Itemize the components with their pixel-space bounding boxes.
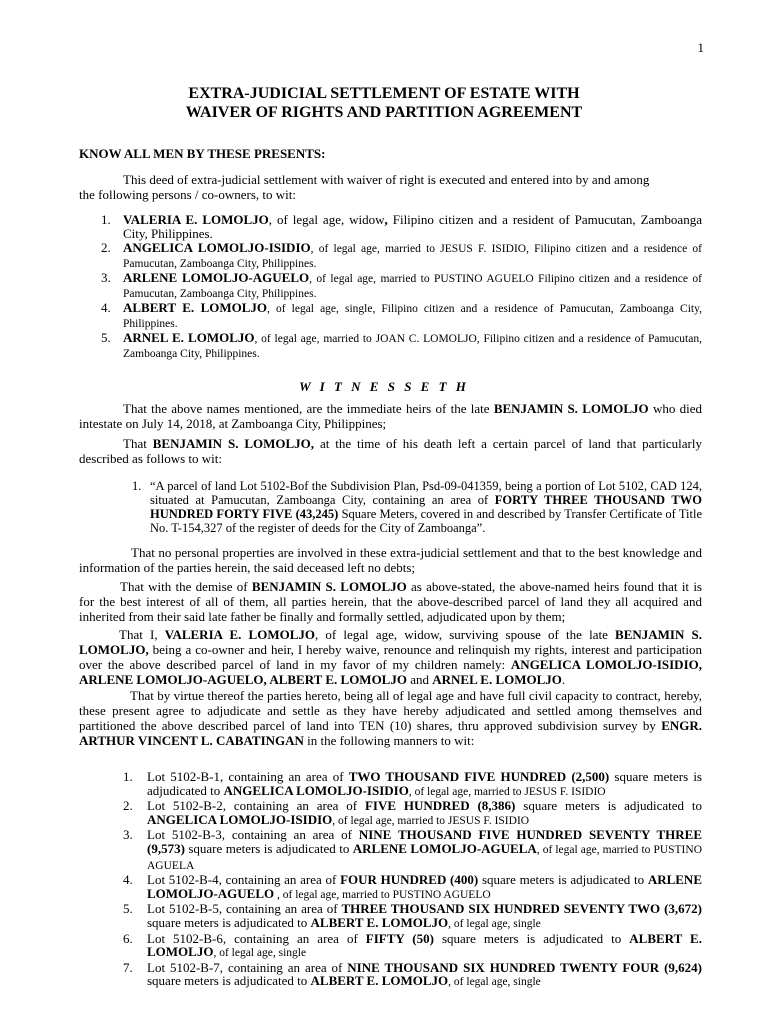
person-name: ANGELICA LOMOLJO-ISIDIO (123, 240, 311, 255)
list-item: 5. ARNEL E. LOMOLJO, of legal age, married to JOAN C. LOMOLJO, Filipino citizen and a residence of Pamucutan, Zamboanga City, Philippines. (101, 330, 702, 360)
paragraph-partition: That by virtue thereof the parties hereto, being all of legal age and have full civil capacity to contract, hereby, these present agree to adjudicate and settle as they have hereby adjudicated and settled among themselves and partitioned the above described parcel of land into TEN (10) shares, thru approved subdivision survey by ENGR. ARTHUR VINCENT L. CABATINGAN in the following manners to wit: (79, 688, 702, 748)
title-line-2: WAIVER OF RIGHTS AND PARTITION AGREEMENT (185, 104, 583, 121)
list-item: 1. VALERIA E. LOMOLJO, of legal age, widow, Filipino citizen and a resident of Pamucutan, Zamboanga City, Philippines. (101, 212, 702, 241)
title-line-1: EXTRA-JUDICIAL SETTLEMENT OF ESTATE WITH (188, 85, 580, 102)
list-item: 3. Lot 5102-B-3, containing an area of NINE THOUSAND FIVE HUNDRED SEVENTY THREE (9,573) square meters is adjudicated to ARLENE LOMOLJO-AGUELA, of legal age, married to PUSTINO AGUELA (123, 827, 702, 872)
intro-line-2: the following persons / co-owners, to wit: (79, 187, 296, 202)
list-item: 2. Lot 5102-B-2, containing an area of FIVE HUNDRED (8,386) square meters is adjudicated to ANGELICA LOMOLJO-ISIDIO, of legal age, married to JESUS F. ISIDIO (123, 798, 703, 827)
person-name: ALBERT E. LOMOLJO (123, 300, 268, 315)
page-number: 1 (697, 40, 704, 55)
list-item: 3. ARLENE LOMOLJO-AGUELO, of legal age, married to PUSTINO AGUELO Filipino citizen and a residence of Pamucutan, Zamboanga City, Philippines. (101, 270, 702, 300)
list-item: 1. Lot 5102-B-1, containing an area of TWO THOUSAND FIVE HUNDRED (2,500) square meters is adjudicated to ANGELICA LOMOLJO-ISIDIO, of legal age, married to JESUS F. ISIDIO (123, 769, 702, 798)
list-item: 4. Lot 5102-B-4, containing an area of FOUR HUNDRED (400) square meters is adjudicated to ARLENE LOMOLJO-AGUELO , of legal age, married to PUSTINO AGUELO (123, 872, 702, 901)
lots-list (104, 770, 702, 990)
list-item: 4. ALBERT E. LOMOLJO, of legal age, single, Filipino citizen and a residence of Pamucutan, Zamboanga City, Philippines. (101, 300, 702, 330)
intro-paragraph (79, 172, 702, 202)
person-name: ARLENE LOMOLJO-AGUELO (123, 270, 310, 285)
persons-list (79, 213, 702, 361)
land-description: 1. “A parcel of land Lot 5102-Bof the Subdivision Plan, Psd-09-041359, being a portion of Lot 5102, CAD 124, situated at Pamucutan, Zamboanga City, containing an area of FORTY THREE THOUSAND TWO HUNDRED FORTY FIVE (43,245) Square Meters, covered in and described by Transfer Certificate of Title No. T-154,327 of the register of deeds for the City of Zamboanga”. (132, 479, 702, 535)
person-name: VALERIA E. LOMOLJO (123, 212, 269, 227)
list-item: 6. Lot 5102-B-6, containing an area of FIFTY (50) square meters is adjudicated to ALBERT E. LOMOLJO, of legal age, single (123, 930, 702, 960)
list-item: 5. Lot 5102-B-5, containing an area of THREE THOUSAND SIX HUNDRED SEVENTY TWO (3,672) square meters is adjudicated to ALBERT E. LOMOLJO, of legal age, single (123, 901, 702, 930)
person-name: ARNEL E. LOMOLJO (123, 330, 255, 345)
list-item: 7. Lot 5102-B-7, containing an area of NINE THOUSAND SIX HUNDRED TWENTY FOUR (9,624) square meters is adjudicated to ALBERT E. LOMOLJO, of legal age, single (123, 959, 702, 989)
intro-line-1: This deed of extra-judicial settlement with waiver of right is executed and entered into by and among (123, 172, 650, 187)
paragraph-land: That BENJAMIN S. LOMOLJO, at the time of his death left a certain parcel of land that particularly described as follows to wit: (79, 436, 702, 466)
paragraph-demise: That with the demise of BENJAMIN S. LOMOLJO as above-stated, the above-named heirs found that it is for the best interest of all of them, all parties herein, that the above-described parcel of land they all acquired and inherited from their said late father be finally and formally settled, adjudicated upon by them; (79, 579, 702, 624)
paragraph-waiver: That I, VALERIA E. LOMOLJO, of legal age, widow, surviving spouse of the late BENJAMIN S. LOMOLJO, being a co-owner and heir, I hereby waive, renounce and relinquish my rights, interest and participation over the above described parcel of land in my favor of my children namely: ANGELICA LOMOLJO-ISIDIO, ARLENE LOMOLJO-AGUELO, ALBERT E. LOMOLJO and ARNEL E. LOMOLJO. (79, 627, 703, 687)
witnesseth-heading: W I T N E S S E T H (299, 379, 469, 394)
paragraph-no-debts: That no personal properties are involved in these extra-judicial settlement and that to the best knowledge and information of the parties herein, the said deceased left no debts; (79, 545, 702, 575)
list-item: 2. ANGELICA LOMOLJO-ISIDIO, of legal age, married to JESUS F. ISIDIO, Filipino citizen and a residence of Pamucutan, Zamboanga City, Philippines. (101, 240, 702, 270)
paragraph-heirs: That the above names mentioned, are the immediate heirs of the late BENJAMIN S. LOMOLJO who died intestate on July 14, 2018, at Zamboanga City, Philippines; (79, 401, 702, 431)
know-all-heading: KNOW ALL MEN BY THESE PRESENTS: (79, 146, 326, 161)
